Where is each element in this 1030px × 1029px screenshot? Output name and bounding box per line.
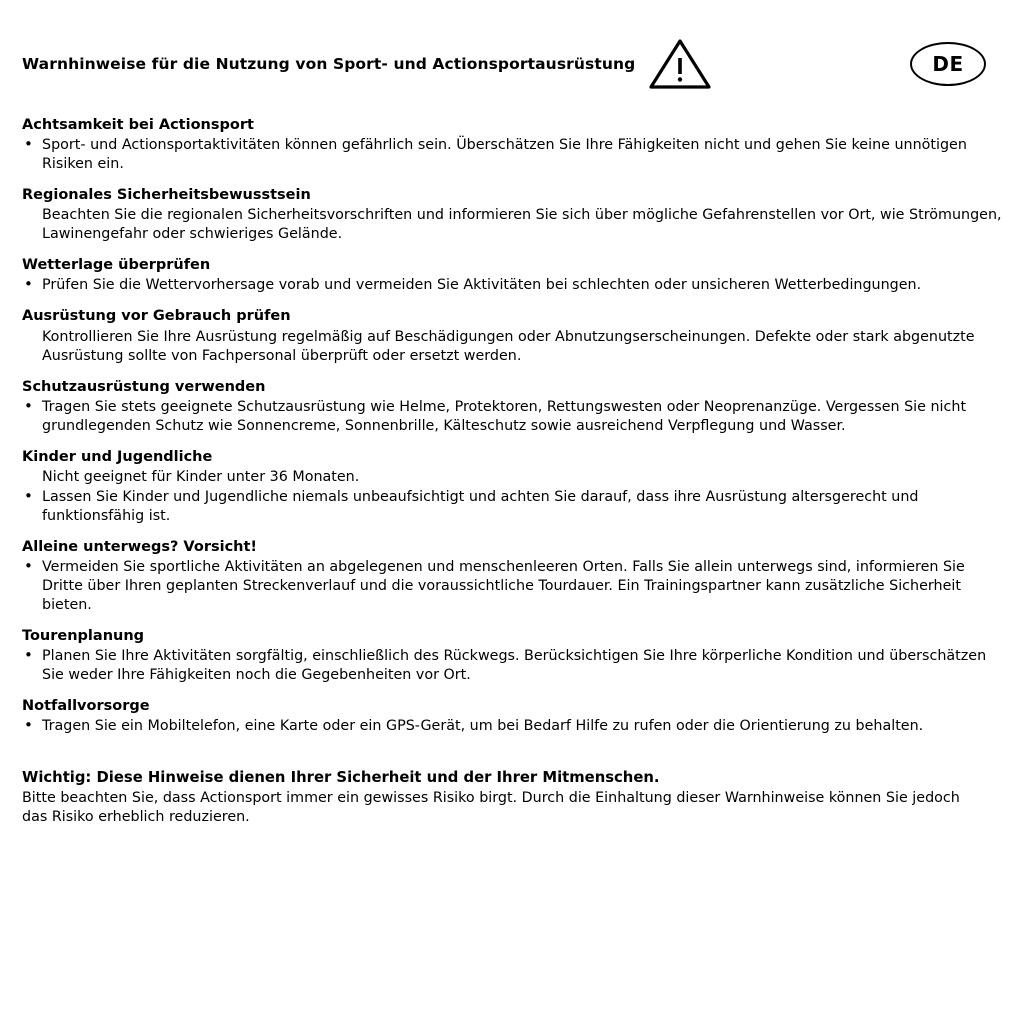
warning-section bbox=[22, 186, 1008, 244]
bulleted-line: • Prüfen Sie die Wettervorhersage vorab und vermeiden Sie Aktivitäten bei schlechten oder unsicheren Wetterbedingungen. bbox=[22, 276, 1008, 295]
section-lines bbox=[22, 206, 1008, 244]
bulleted-line: • Vermeiden Sie sportliche Aktivitäten an abgelegenen und menschenleeren Orten. Falls Sie allein unterwegs sind, informieren Sie Dritte über Ihren geplanten Streckenverlauf und die voraussichtliche Tourdauer. Ein Trainingspartner kann zusätzliche Sicherheit bieten. bbox=[22, 558, 1008, 615]
bulleted-line: • Sport- und Actionsportaktivitäten können gefährlich sein. Überschätzen Sie Ihre Fähigkeiten nicht und gehen Sie keine unnötigen Risiken ein. bbox=[22, 136, 1008, 174]
plain-line: Beachten Sie die regionalen Sicherheitsvorschriften und informieren Sie sich über mögliche Gefahrenstellen vor Ort, wie Strömungen, Lawinengefahr oder schwieriges Gelände. bbox=[42, 207, 1002, 243]
plain-line: Nicht geeignet für Kinder unter 36 Monaten. bbox=[42, 468, 360, 485]
warning-section bbox=[22, 116, 1008, 174]
bulleted-line: • Planen Sie Ihre Aktivitäten sorgfältig, einschließlich des Rückwegs. Berücksichtigen Sie Ihre körperliche Kondition und überschätzen Sie weder Ihre Fähigkeiten noch die Gegebenheiten vor Ort. bbox=[22, 647, 1008, 685]
plain-line: Kontrollieren Sie Ihre Ausrüstung regelmäßig auf Beschädigungen oder Abnutzungserscheinungen. Defekte oder stark abgenutzte Ausrüstung sollte von Fachpersonal überprüft oder ersetzt werden. bbox=[42, 328, 975, 364]
warning-section bbox=[22, 378, 1008, 436]
footer-heading: Wichtig: Diese Hinweise dienen Ihrer Sicherheit und der Ihrer Mitmenschen. bbox=[22, 769, 660, 787]
section-heading: Ausrüstung vor Gebrauch prüfen bbox=[22, 308, 291, 325]
section-lines bbox=[22, 398, 1008, 436]
bulleted-line: • Lassen Sie Kinder und Jugendliche niemals unbeaufsichtigt und achten Sie darauf, dass ihre Ausrüstung altersgerecht und funktionsfähig ist. bbox=[22, 488, 1008, 526]
warning-sections bbox=[22, 116, 1008, 736]
section-heading: Achtsamkeit bei Actionsport bbox=[22, 117, 254, 133]
bulleted-line: • Tragen Sie stets geeignete Schutzausrüstung wie Helme, Protektoren, Rettungswesten oder Neoprenanzüge. Vergessen Sie nicht grundlegenden Schutz wie Sonnencreme, Sonnenbrille, Kälteschutz sowie ausreichend Verpflegung und Wasser. bbox=[22, 398, 1008, 436]
bulleted-line: • Tragen Sie ein Mobiltelefon, eine Karte oder ein GPS-Gerät, um bei Bedarf Hilfe zu rufen oder die Orientierung zu behalten. bbox=[22, 717, 1008, 736]
warning-section bbox=[22, 256, 1008, 295]
section-heading: Alleine unterwegs? Vorsicht! bbox=[22, 538, 258, 555]
section-heading: Wetterlage überprüfen bbox=[22, 257, 211, 274]
section-lines bbox=[22, 276, 1008, 295]
section-lines bbox=[22, 558, 1008, 615]
warning-section bbox=[22, 697, 1008, 736]
section-heading: Regionales Sicherheitsbewusstsein bbox=[22, 187, 311, 204]
section-heading: Schutzausrüstung verwenden bbox=[22, 378, 266, 395]
section-lines bbox=[22, 717, 1008, 736]
language-badge: DE bbox=[910, 42, 986, 86]
section-heading: Tourenplanung bbox=[22, 627, 145, 644]
footer-body: Bitte beachten Sie, dass Actionsport immer ein gewisses Risiko birgt. Durch die Einhaltung dieser Warnhinweise können Sie jedoch das Risiko erheblich reduzieren. bbox=[22, 790, 960, 826]
footer-note bbox=[22, 768, 1008, 827]
warning-section bbox=[22, 448, 1008, 526]
warning-section bbox=[22, 307, 1008, 365]
section-heading: Notfallvorsorge bbox=[22, 698, 150, 714]
warning-section bbox=[22, 538, 1008, 615]
section-lines bbox=[22, 136, 1008, 174]
page-title: Warnhinweise für die Nutzung von Sport- und Actionsportausrüstung bbox=[22, 55, 636, 73]
warning-triangle-icon bbox=[649, 38, 711, 90]
section-lines bbox=[22, 328, 1008, 366]
section-heading: Kinder und Jugendliche bbox=[22, 448, 213, 465]
section-lines bbox=[22, 468, 1008, 526]
document-header bbox=[22, 38, 1008, 90]
section-lines bbox=[22, 647, 1008, 685]
warning-section bbox=[22, 627, 1008, 685]
